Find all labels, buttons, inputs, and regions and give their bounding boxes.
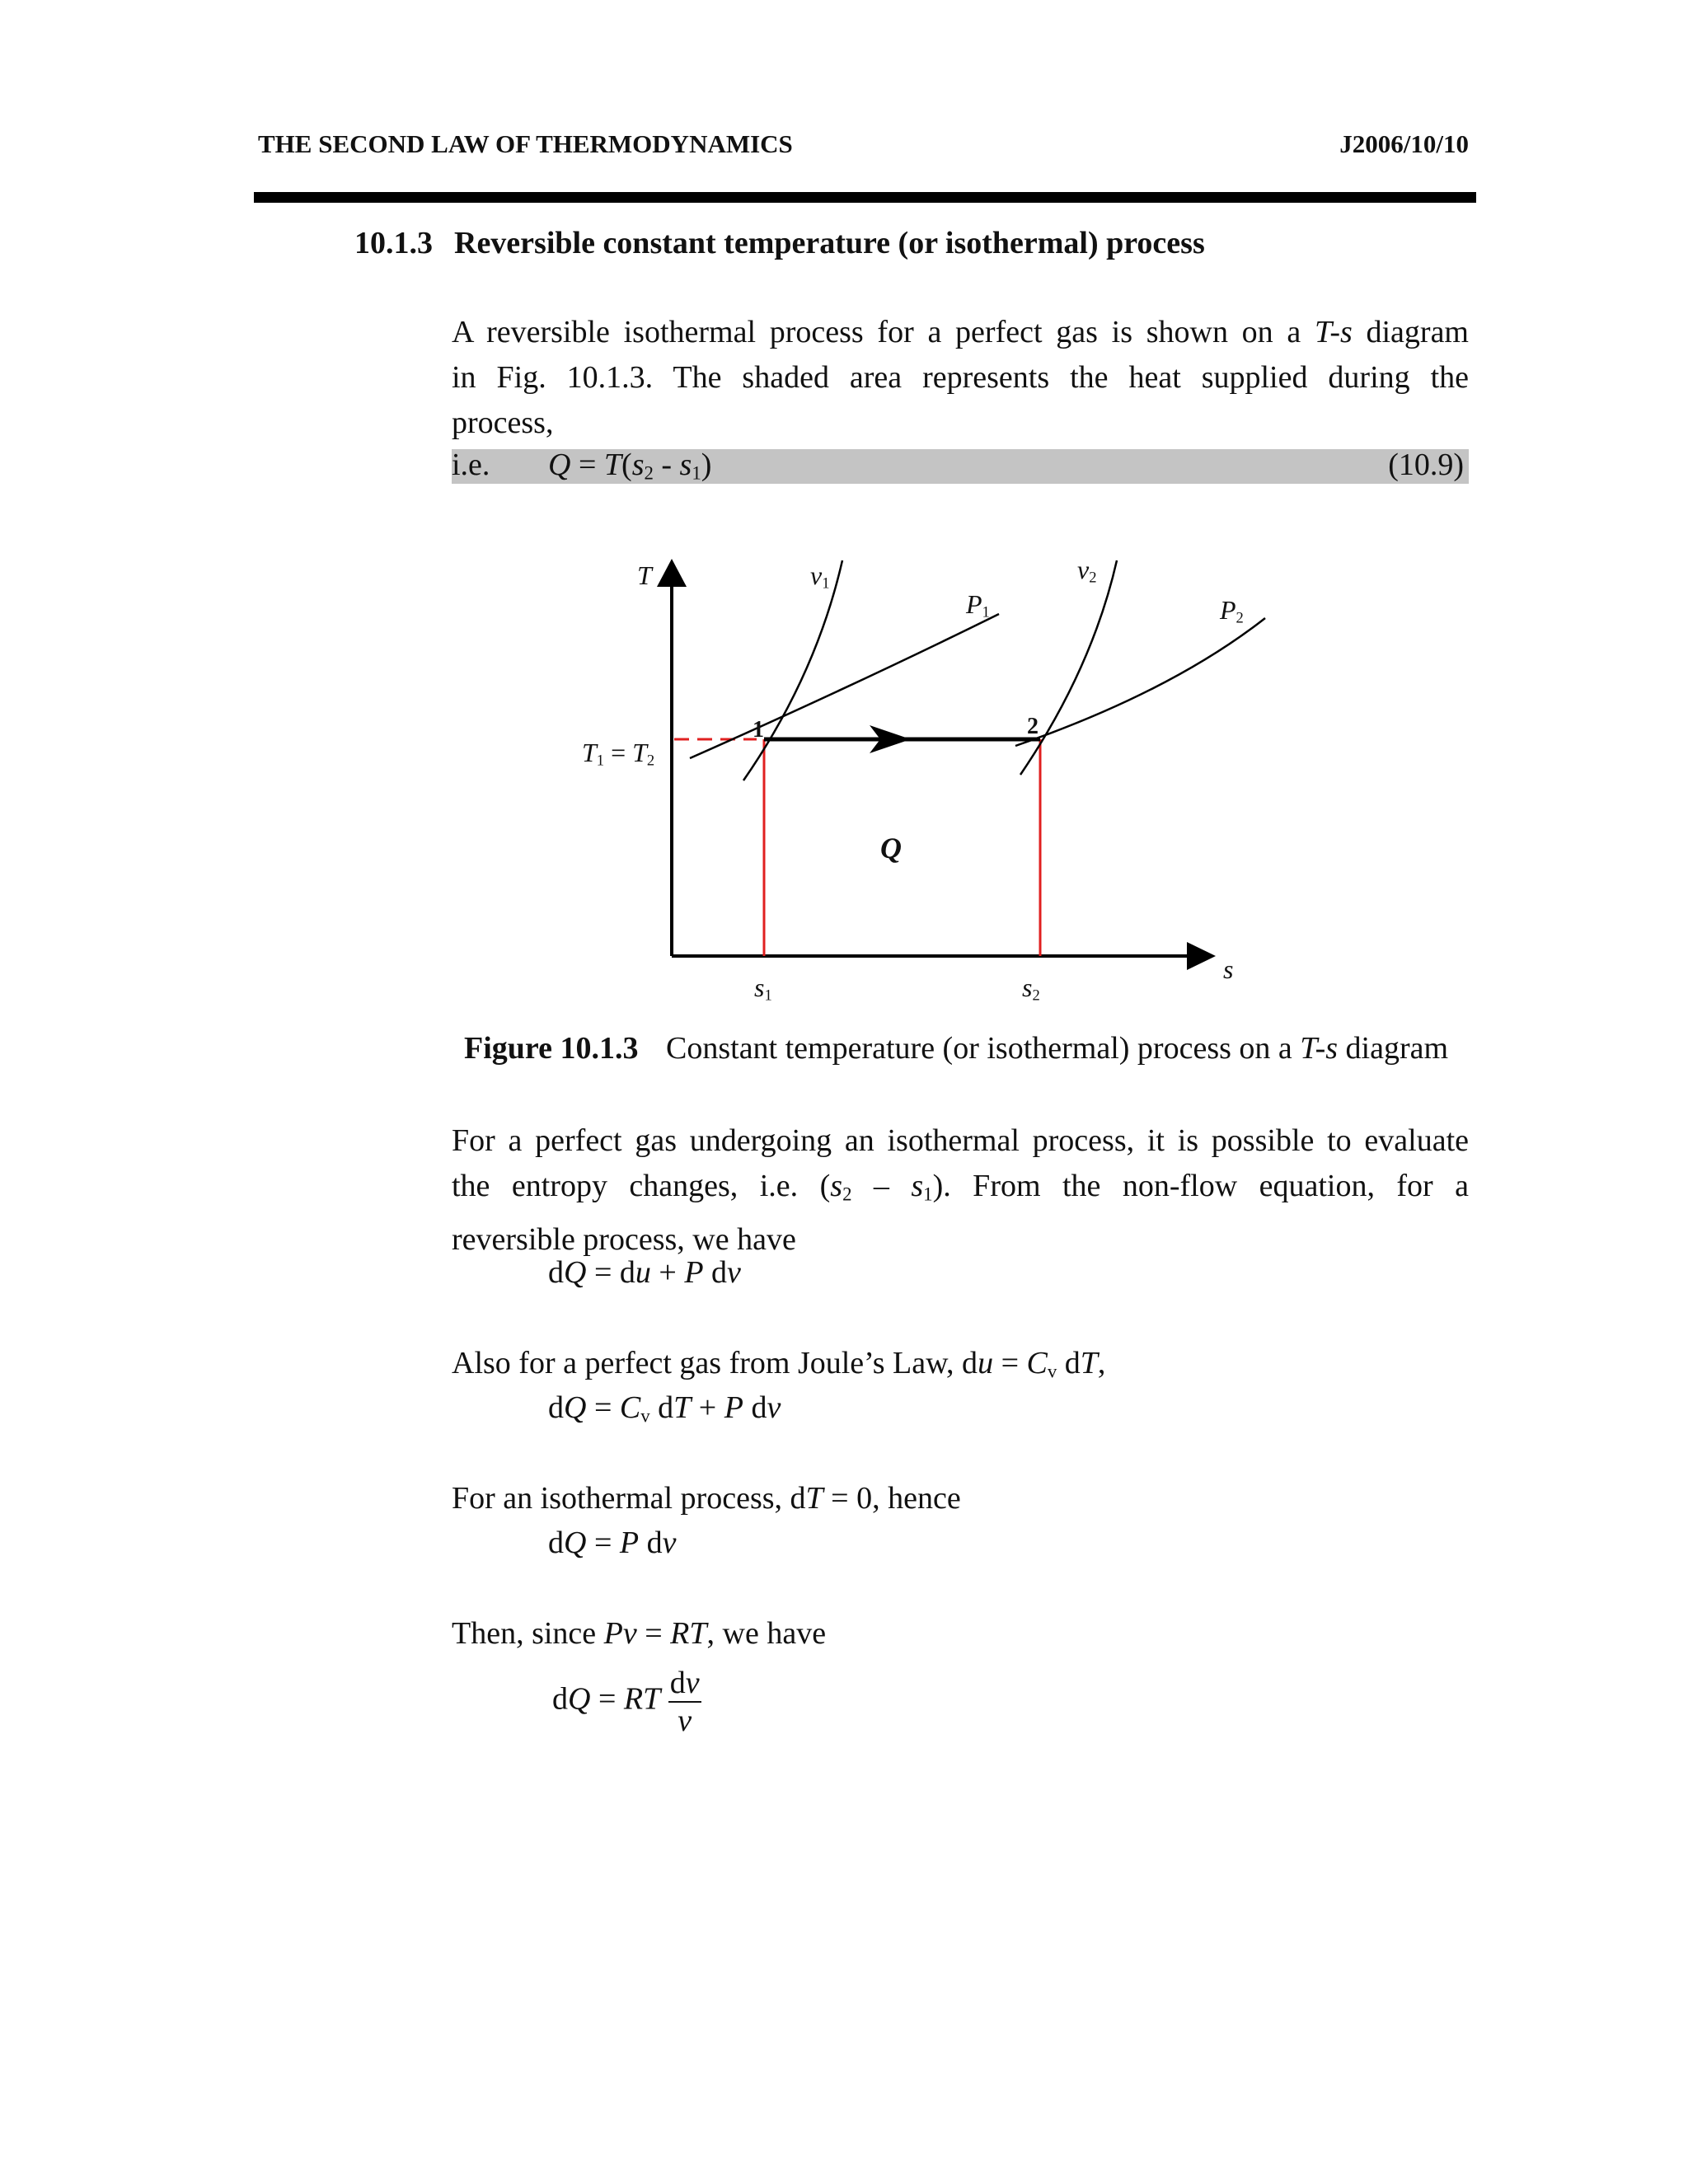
v1-label: $v_1$ xyxy=(810,560,830,593)
intro-line-2: in Fig. 10.1.3. The shaded area represents the heat supplied during the xyxy=(452,360,1469,395)
intro-line-1: A reversible isothermal process for a perfect gas is shown on a T-s diagram xyxy=(452,315,1469,349)
s1-tick-label: $s_1$ xyxy=(754,972,772,1005)
state-point-1-label: 1 xyxy=(753,717,764,743)
p2-label: $P_2$ xyxy=(1220,595,1244,627)
figure-number: Figure 10.1.3 xyxy=(464,1031,639,1066)
t-axis-label: T xyxy=(637,560,652,590)
equation-dq-pdv: dQ = P dv xyxy=(548,1526,677,1560)
state-point-2-label: 2 xyxy=(1027,714,1039,739)
equation-10-9: $Q = T(s_2 - s_1)$ xyxy=(548,448,712,484)
s2-tick-label: $s_2$ xyxy=(1022,972,1040,1005)
isothermal-sentence: For an isothermal process, dT = 0, hence xyxy=(452,1481,961,1516)
running-header-title: THE SECOND LAW OF THERMODYNAMICS xyxy=(258,129,793,158)
p1-label: $P_1$ xyxy=(966,589,990,621)
joule-law-sentence: Also for a perfect gas from Joule’s Law, du = $C_v$ dT, xyxy=(452,1346,1106,1382)
s-axis-arrowhead xyxy=(1187,942,1216,970)
figure-caption: Constant temperature (or isothermal) process on a T-s diagram xyxy=(666,1031,1449,1066)
body-paragraph-1 xyxy=(452,1118,1469,1263)
s-axis-label: s xyxy=(1223,954,1234,984)
equation-dq-rt: dQ = RT $\frac{dv}{v}$ xyxy=(552,1666,700,1738)
body-line-1: For a perfect gas undergoing an isothermal process, it is possible to evaluate xyxy=(452,1123,1469,1158)
intro-line-3: process, xyxy=(452,405,554,440)
body-line-3: reversible process, we have xyxy=(452,1221,796,1257)
p2-curve xyxy=(1015,618,1265,746)
section-number: 10.1.3 xyxy=(354,226,433,260)
t-axis-arrowhead xyxy=(657,559,687,587)
body-line-2: the entropy changes, i.e. $(s_2 - s_1)$. From the non-flow equation, for a xyxy=(452,1169,1470,1205)
p1-curve xyxy=(690,614,999,758)
equation-dq-du: dQ = du + P dv xyxy=(548,1255,741,1290)
section-title: Reversible constant temperature (or isothermal) process xyxy=(454,226,1205,260)
v1-curve xyxy=(743,560,842,780)
v2-curve xyxy=(1020,560,1117,775)
temperature-label: $T_1 = T_2$ xyxy=(582,738,655,770)
ideal-gas-sentence: Then, since Pv = RT, we have xyxy=(452,1616,827,1651)
heat-label: Q xyxy=(880,832,902,865)
equation-prefix: i.e. xyxy=(452,448,490,482)
fraction-dv-over-v: $\frac{dv}{v}$ xyxy=(669,1666,700,1738)
v2-label: $v_2$ xyxy=(1077,555,1097,587)
ts-diagram xyxy=(0,0,1688,1022)
running-header-code: J2006/10/10 xyxy=(1339,129,1469,158)
equation-dq-cv: dQ = $C_v$ dT + P dv xyxy=(548,1390,781,1427)
equation-number: (10.9) xyxy=(1388,448,1464,482)
